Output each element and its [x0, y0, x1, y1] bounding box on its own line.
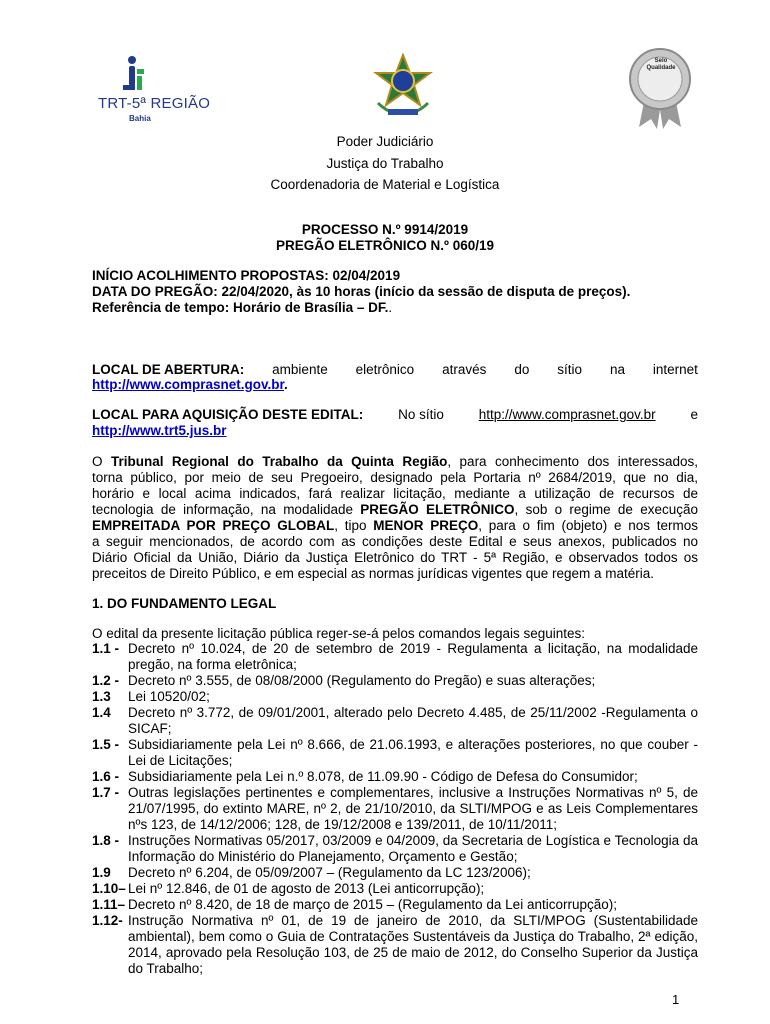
intro-text: , sob o regime de execução: [514, 502, 698, 517]
abertura-word: através: [442, 362, 487, 377]
local-abertura-line: [92, 362, 698, 377]
referencia-tempo: [92, 300, 392, 316]
legal-item-number: 1.8 -: [92, 833, 120, 848]
abertura-word: do: [514, 362, 530, 377]
trt5-logo: [98, 55, 211, 125]
intro-text: Diário Oficial da União, Diário da Justiça Eletrônico do TRT - 5ª Região, e observados todos os: [92, 550, 698, 565]
intro-line: [92, 454, 698, 470]
legal-item-number: 1.5 -: [92, 737, 120, 752]
intro-line: [92, 502, 698, 518]
local-aquisicao-conj: e: [690, 407, 698, 422]
legal-item-text: Instruções Normativas 05/2017, 03/2009 e 04/2009, da Secretaria de Logística e Tecnologia da Informação do Ministério do Planejamento, Orçamento e Gestão;: [128, 833, 698, 864]
process-number: PROCESSO N.º 9914/2019: [301, 222, 469, 237]
legal-item-number: 1.12-: [92, 913, 123, 928]
intro-bold-text: Tribunal Regional do Trabalho da Quinta Região: [110, 454, 448, 469]
intro-line: [92, 550, 698, 566]
legal-item-text: Subsidiariamente pela Lei n.º 8.078, de 11.09.90 - Código de Defesa do Consumidor;: [128, 769, 638, 784]
institution-line-2: Justiça do Trabalho: [326, 156, 444, 171]
legal-item-number: 1.1 -: [92, 641, 120, 656]
legal-item-text: Decreto nº 10.024, de 20 de setembro de 2019 - Regulamenta a licitação, na modalidade pregão, na forma eletrônica;: [128, 641, 698, 672]
comprasnet-link[interactable]: http://www.comprasnet.gov.br: [92, 377, 285, 392]
legal-item-number: 1.11–: [92, 897, 126, 912]
intro-text: , para conhecimento dos interessados,: [447, 454, 698, 469]
institution-line-3: Coordenadoria de Material e Logística: [270, 177, 500, 192]
intro-text: , para o fim (objeto) e nos termos: [478, 518, 698, 533]
trt-emblem-icon: [123, 55, 153, 93]
legal-item-text: Decreto nº 3.555, de 08/08/2000 (Regulamento do Pregão) e suas alterações;: [128, 673, 596, 688]
intro-line: [92, 470, 698, 486]
legal-item-text: Lei 10520/02;: [128, 689, 210, 704]
legal-item-number: 1.2 -: [92, 673, 120, 688]
legal-item-text: Decreto nº 3.772, de 09/01/2001, alterado pelo Decreto 4.485, de 25/11/2002 -Regulamenta o SICAF;: [128, 705, 698, 736]
intro-text: torna público, por meio de seu Pregoeiro, designado pela Portaria nº 2684/2019, que no dia,: [92, 470, 698, 485]
intro-bold-text: EMPREITADA POR PREÇO GLOBAL: [92, 518, 335, 533]
intro-bold-text: PREGÃO ELETRÔNICO: [360, 502, 515, 517]
comprasnet-link-2[interactable]: http://www.comprasnet.gov.br: [478, 407, 656, 422]
referencia-tempo-label: Referência de tempo: Horário de Brasília – DF.: [92, 300, 389, 315]
local-abertura-label: LOCAL DE ABERTURA:: [92, 362, 245, 377]
intro-text: horário e local acima indicados, fará realizar licitação, mediante a utilização de recursos de: [92, 486, 698, 501]
abertura-word: eletrônico: [355, 362, 415, 377]
inicio-acolhimento: INÍCIO ACOLHIMENTO PROPOSTAS: 02/04/2019: [92, 268, 401, 283]
local-aquisicao-line: [92, 407, 698, 422]
section-1-title: 1. DO FUNDAMENTO LEGAL: [92, 596, 277, 611]
intro-bold-text: MENOR PREÇO: [373, 518, 479, 533]
abertura-word: ambiente: [272, 362, 328, 377]
abertura-word: internet: [652, 362, 698, 377]
intro-text: , tipo: [334, 518, 374, 533]
abertura-word: na: [609, 362, 625, 377]
legal-item-number: 1.3: [92, 689, 111, 704]
trt5-link[interactable]: http://www.trt5.jus.br: [92, 423, 227, 438]
legal-item-text: Subsidiariamente pela Lei nº 8.666, de 21.06.1993, e alterações posteriores, no que couber - Lei de Licitações;: [128, 737, 698, 768]
section-1-lead: O edital da presente licitação pública reger-se-á pelos comandos legais seguintes:: [92, 626, 586, 641]
legal-item-number: 1.6 -: [92, 769, 120, 784]
legal-item-text: Decreto nº 6.204, de 05/09/2007 – (Regulamento da LC 123/2006);: [128, 865, 531, 880]
legal-item-number: 1.4: [92, 705, 111, 720]
legal-item-number: 1.10–: [92, 881, 126, 896]
logo-subtitle: Bahia: [129, 114, 151, 123]
intro-line: [92, 566, 698, 582]
institution-line-1: Poder Judiciário: [336, 134, 434, 149]
local-abertura-tail: .: [284, 377, 288, 392]
local-aquisicao-label: LOCAL PARA AQUISIÇÃO DESTE EDITAL:: [92, 407, 364, 422]
intro-line: [92, 534, 698, 550]
intro-text: a seguir mencionados, de acordo com as condições deste Edital e seus anexos, publicados no: [92, 534, 698, 549]
abertura-word: sítio: [557, 362, 583, 377]
legal-item-text: Decreto nº 8.420, de 18 de março de 2015 – (Regulamento da Lei anticorrupção);: [128, 897, 617, 912]
legal-item-text: Lei nº 12.846, de 01 de agosto de 2013 (Lei anticorrupção);: [128, 881, 485, 896]
legal-item-number: 1.9: [92, 865, 111, 880]
coat-of-arms-icon: [370, 53, 436, 119]
seal-label: Selo Qualidade: [646, 58, 676, 71]
trt5-link-line: [92, 423, 227, 439]
intro-text: O: [92, 454, 111, 469]
legal-item-text: Outras legislações pertinentes e complementares, inclusive a Instruções Normativas nº 5, de 21/07/1995, do extinto MARE, nº 2, de 21/10/2010, da SLTI/MPOG e as Leis Complementares nºs 123, de 14/12/2006; 128, de 19/12/2008 e 139/2011, de 10/11/2011;: [128, 785, 698, 832]
data-do-pregao: DATA DO PREGÃO: 22/04/2020, às 10 horas (início da sessão de disputa de preços).: [92, 284, 631, 299]
pregao-number: PREGÃO ELETRÔNICO N.º 060/19: [276, 238, 494, 253]
legal-item-text: Instrução Normativa nº 01, de 19 de janeiro de 2010, da SLTI/MPOG (Sustentabilidade ambiental), bem como o Guia de Contratações Sustentáveis da Justiça do Trabalho, 2ª edição, 2014, aprovado pela Resolução 103, de 25 de maio de 2012, do Conselho Superior da Justiça do Trabalho;: [128, 913, 698, 976]
intro-text: tecnologia de informação, na modalidade: [92, 502, 361, 517]
intro-text: preceitos de Direito Público, e em especial as normas jurídicas vigentes que regem a matéria.: [92, 566, 655, 581]
local-aquisicao-text: No sítio: [398, 407, 444, 422]
intro-line: [92, 518, 698, 534]
intro-line: [92, 486, 698, 502]
page-number: 1: [672, 992, 680, 1007]
legal-item-number: 1.7 -: [92, 785, 120, 800]
local-aquisicao-links: [479, 407, 656, 422]
logo-title: TRT-5ª REGIÃO: [98, 95, 211, 112]
local-abertura-link-line: [92, 377, 288, 393]
referencia-tempo-tail: .: [388, 300, 393, 315]
